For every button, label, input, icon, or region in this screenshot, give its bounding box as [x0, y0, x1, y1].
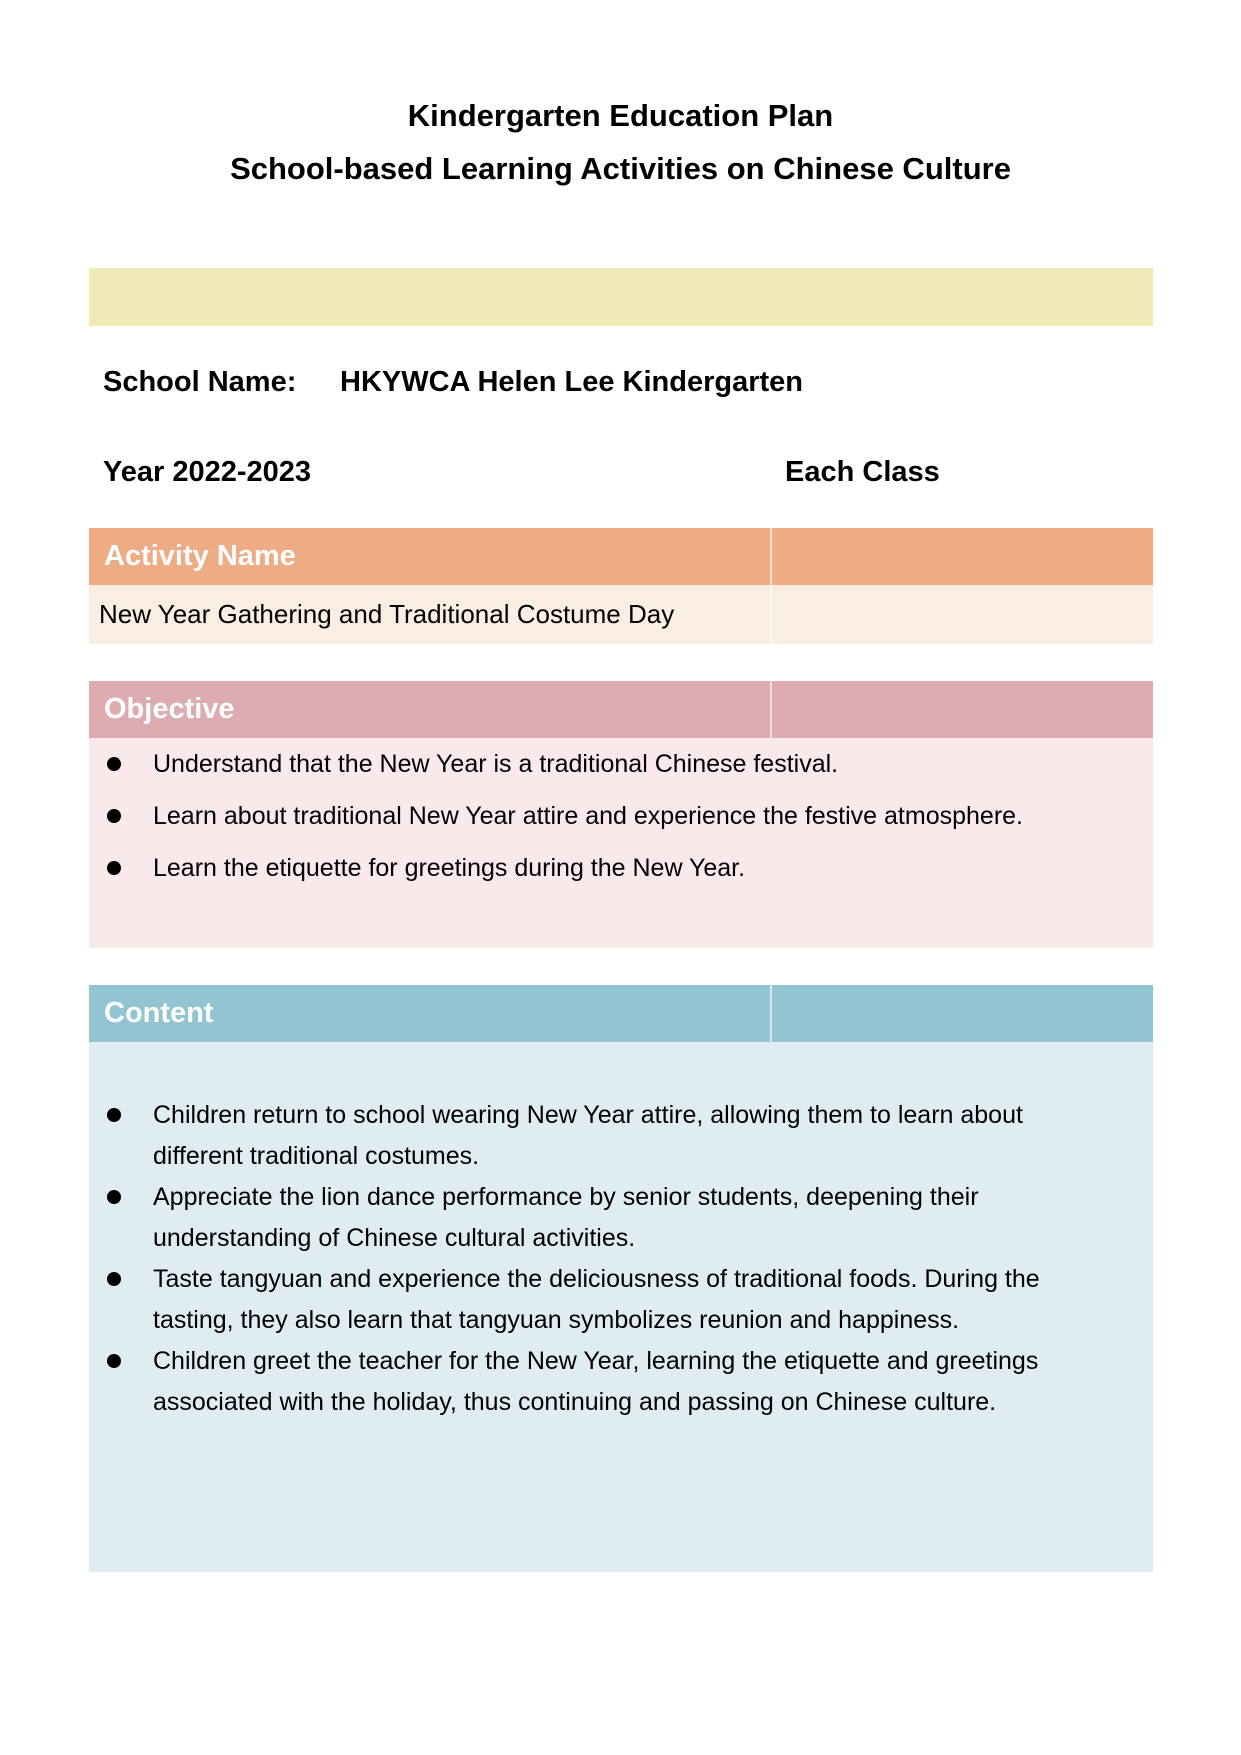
- content-header-empty-cell: [772, 985, 1153, 1042]
- content-header-cell: [89, 985, 772, 1042]
- content-bullet-list: [89, 1095, 1153, 1423]
- objective-header-empty-cell: [772, 681, 1153, 738]
- school-name-label: School Name:: [103, 366, 297, 398]
- objective-bullet-item: Understand that the New Year is a traditional Chinese festival.: [89, 738, 1105, 790]
- objective-bullet-item: Learn the etiquette for greetings during the New Year.: [89, 842, 1105, 894]
- objective-header-cell: [89, 681, 772, 738]
- objective-header-band: [89, 681, 1153, 738]
- school-name-value: HKYWCA Helen Lee Kindergarten: [340, 366, 803, 398]
- school-name-row: [89, 365, 1153, 399]
- objective-bullet-item: Learn about traditional New Year attire and experience the festive atmosphere.: [89, 790, 1105, 842]
- activity-header-cell: [89, 528, 772, 585]
- activity-value-row: [89, 585, 1153, 644]
- content-bullet-item: Children return to school wearing New Year attire, allowing them to learn about different traditional costumes.: [89, 1095, 1105, 1177]
- activity-header-empty-cell: [772, 528, 1153, 585]
- highlight-band: [89, 268, 1153, 326]
- activity-value-text: New Year Gathering and Traditional Costume Day: [99, 599, 675, 629]
- activity-header-band: [89, 528, 1153, 585]
- objective-header-label: Objective: [104, 693, 235, 725]
- activity-header-label: Activity Name: [104, 540, 296, 572]
- content-header-band: [89, 985, 1153, 1042]
- content-body: [89, 1042, 1153, 1572]
- year-row: [89, 455, 1153, 489]
- year-label: Year 2022-2023: [103, 456, 312, 488]
- content-header-label: Content: [104, 997, 214, 1029]
- content-section: [89, 985, 1153, 1572]
- content-bullet-item: Taste tangyuan and experience the deliciousness of traditional foods. During the tasting, they also learn that tangyuan symbolizes reunion and happiness.: [89, 1259, 1105, 1341]
- activity-value-empty-cell: [772, 585, 1153, 644]
- objective-section: [89, 681, 1153, 948]
- content-bullet-item: Appreciate the lion dance performance by senior students, deepening their understanding of Chinese cultural activities.: [89, 1177, 1105, 1259]
- activity-section: [89, 528, 1153, 644]
- content-bullet-item: Children greet the teacher for the New Year, learning the etiquette and greetings associated with the holiday, thus continuing and passing on Chinese culture.: [89, 1341, 1105, 1423]
- page-subtitle: School-based Learning Activities on Chinese Culture: [230, 151, 1011, 186]
- activity-value-cell: [89, 585, 772, 644]
- objective-bullet-list: [89, 738, 1153, 894]
- page-title: Kindergarten Education Plan: [407, 98, 834, 133]
- each-class-label: Each Class: [785, 456, 940, 488]
- objective-body: [89, 738, 1153, 948]
